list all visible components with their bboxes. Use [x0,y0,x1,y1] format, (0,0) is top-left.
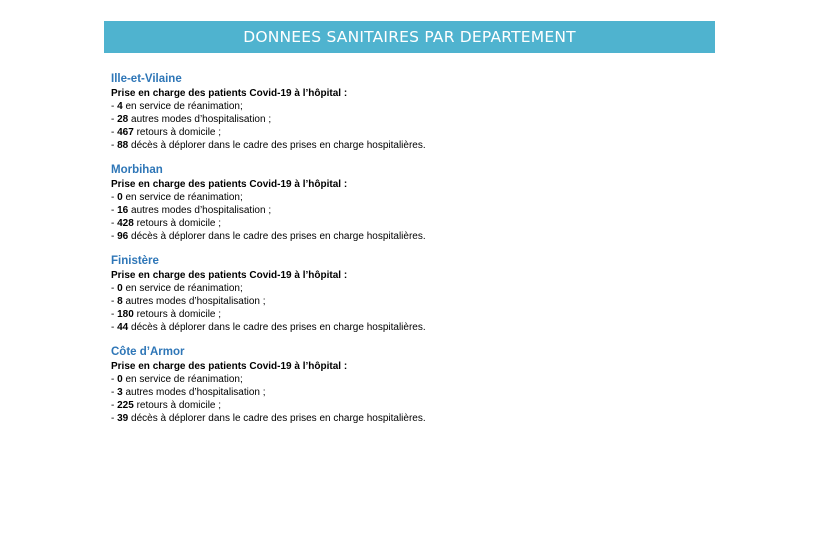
reanimation-line: - 4 en service de réanimation; [111,101,243,112]
department-name: Côte d’Armor [111,346,185,358]
department-section-ille-et-vilaine [111,72,711,152]
department-section-morbihan [111,163,711,243]
hospitalisation-line: - 3 autres modes d’hospitalisation ; [111,387,266,398]
hospitalisation-count: 8 [117,296,123,307]
deces-count: 44 [117,322,129,333]
deces-line: - 44 décès à déplorer dans le cadre des prises en charge hospitalières. [111,322,426,333]
retours-count: 428 [117,218,134,229]
department-name: Ille-et-Vilaine [111,73,182,85]
retours-count: 225 [117,400,134,411]
department-name: Finistère [111,255,159,267]
deces-count: 96 [117,231,129,242]
retours-line: - 225 retours à domicile ; [111,400,222,411]
retours-line: - 428 retours à domicile ; [111,218,222,229]
header-banner [104,21,715,53]
department-subtitle: Prise en charge des patients Covid-19 à l’hôpital : [111,88,348,99]
reanimation-line: - 0 en service de réanimation; [111,374,243,385]
hospitalisation-count: 3 [117,387,123,398]
hospitalisation-count: 16 [117,205,129,216]
department-section-cote-d-armor [111,345,711,425]
department-subtitle: Prise en charge des patients Covid-19 à l’hôpital : [111,270,348,281]
hospitalisation-line: - 8 autres modes d’hospitalisation ; [111,296,266,307]
reanimation-line: - 0 en service de réanimation; [111,283,243,294]
hospitalisation-count: 28 [117,114,129,125]
deces-line: - 39 décès à déplorer dans le cadre des prises en charge hospitalières. [111,413,426,424]
department-section-finistere [111,254,711,334]
hospitalisation-line: - 28 autres modes d’hospitalisation ; [111,114,272,125]
reanimation-count: 0 [117,283,123,294]
deces-count: 88 [117,140,129,151]
retours-line: - 180 retours à domicile ; [111,309,222,320]
retours-line: - 467 retours à domicile ; [111,127,222,138]
retours-count: 180 [117,309,134,320]
department-subtitle: Prise en charge des patients Covid-19 à l’hôpital : [111,361,348,372]
deces-line: - 96 décès à déplorer dans le cadre des prises en charge hospitalières. [111,231,426,242]
department-subtitle: Prise en charge des patients Covid-19 à l’hôpital : [111,179,348,190]
page-title: DONNEES SANITAIRES PAR DEPARTEMENT [243,28,576,46]
reanimation-line: - 0 en service de réanimation; [111,192,243,203]
deces-count: 39 [117,413,129,424]
reanimation-count: 0 [117,192,123,203]
hospitalisation-line: - 16 autres modes d’hospitalisation ; [111,205,272,216]
deces-line: - 88 décès à déplorer dans le cadre des prises en charge hospitalières. [111,140,426,151]
departments-content [111,72,711,436]
reanimation-count: 0 [117,374,123,385]
department-name: Morbihan [111,164,163,176]
retours-count: 467 [117,127,134,138]
reanimation-count: 4 [117,101,123,112]
